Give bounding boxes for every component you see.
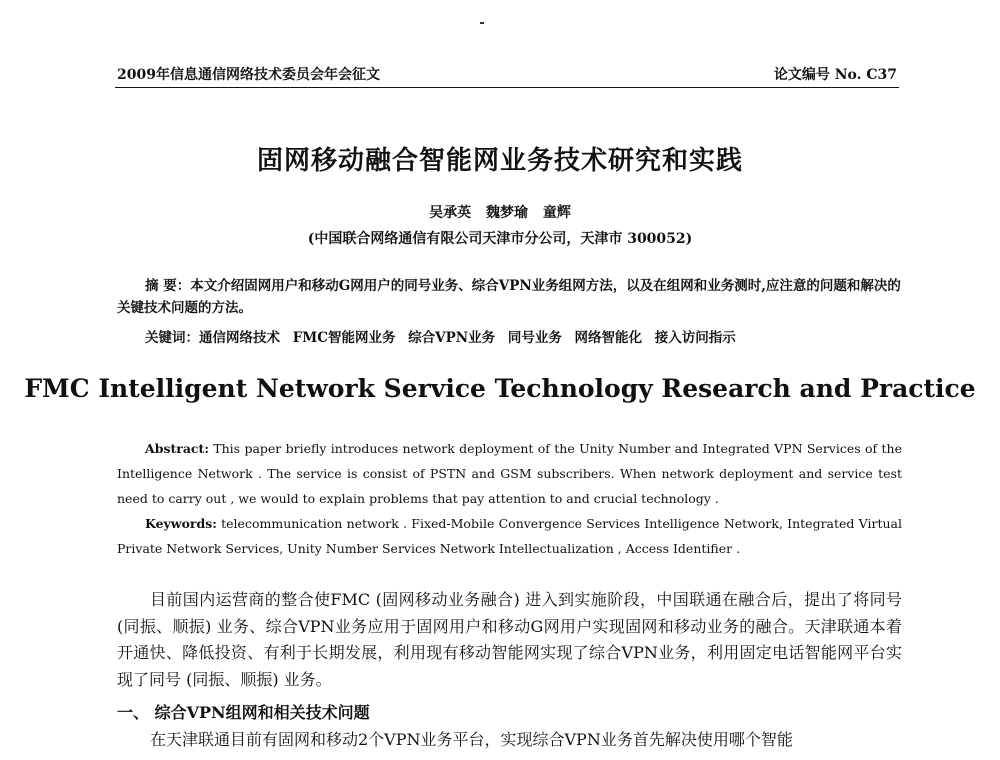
- keywords-chinese: [145, 326, 736, 346]
- body-paragraph: 目前国内运营商的整合使FMC (固网移动业务融合) 进入到实施阶段，中国联通在融合后，提出了将同号 (同振、顺振) 业务、综合VPN业务应用于固网用户和移动G网用户实现固网和移动业务的融合。天津联通本着开通快、降低投资、有利于长期发展，利用现有移动智能网实现了综合VPN业务，利用固定电话智能网平台实现了同号 (同振、顺振) 业务。: [117, 590, 902, 689]
- abstract-cn-label: 摘 要：: [145, 278, 191, 294]
- abstract-cn-text: 本文介绍固网用户和移动G网用户的同号业务、综合VPN业务组网方法，以及在组网和业务测时,应注意的问题和解决的关键技术问题的方法。: [117, 278, 901, 316]
- affiliation: (中国联合网络通信有限公司天津市分公司，天津市 300052): [307, 231, 693, 247]
- header-rule: [115, 87, 899, 88]
- body-paragraph: 在天津联通目前有固网和移动2个VPN业务平台，实现综合VPN业务首先解决使用哪个智能: [150, 730, 793, 749]
- abstract-en-label: Abstract:: [145, 441, 209, 456]
- title-chinese: 固网移动融合智能网业务技术研究和实践: [256, 146, 743, 176]
- keywords-cn-label: 关键词：: [145, 330, 199, 346]
- abstract-chinese: [117, 275, 902, 319]
- paper-number: 论文编号 No. C37: [773, 67, 897, 83]
- keywords-cn-text: 通信网络技术 FMC智能网业务 综合VPN业务 同号业务 网络智能化 接入访问指示: [199, 330, 736, 346]
- title-english: FMC Intelligent Network Service Technology Research and Practice: [24, 374, 976, 403]
- authors: 吴承英 魏梦瑜 童辉: [429, 205, 571, 221]
- scan-mark: [480, 22, 484, 24]
- abstract-english: [117, 436, 902, 511]
- keywords-en-text: telecommunication network . Fixed-Mobile Convergence Services Intelligence Network, Integrated Virtual Private Network Services, Unity Number Services Network Intellectualization , Access Identifier .: [117, 516, 902, 556]
- conference-header: 2009年信息通信网络技术委员会年会征文: [117, 67, 380, 83]
- keywords-english: [117, 511, 902, 561]
- abstract-en-text: This paper briefly introduces network deployment of the Unity Number and Integrated VPN Services of the Intelligence Network . The service is consist of PSTN and GSM subscribers. When network deployment and service test need to carry out , we would to explain problems that pay attention to and crucial technology .: [117, 441, 902, 506]
- section-heading: 一、 综合VPN组网和相关技术问题: [117, 703, 370, 722]
- keywords-en-label: Keywords:: [145, 516, 217, 531]
